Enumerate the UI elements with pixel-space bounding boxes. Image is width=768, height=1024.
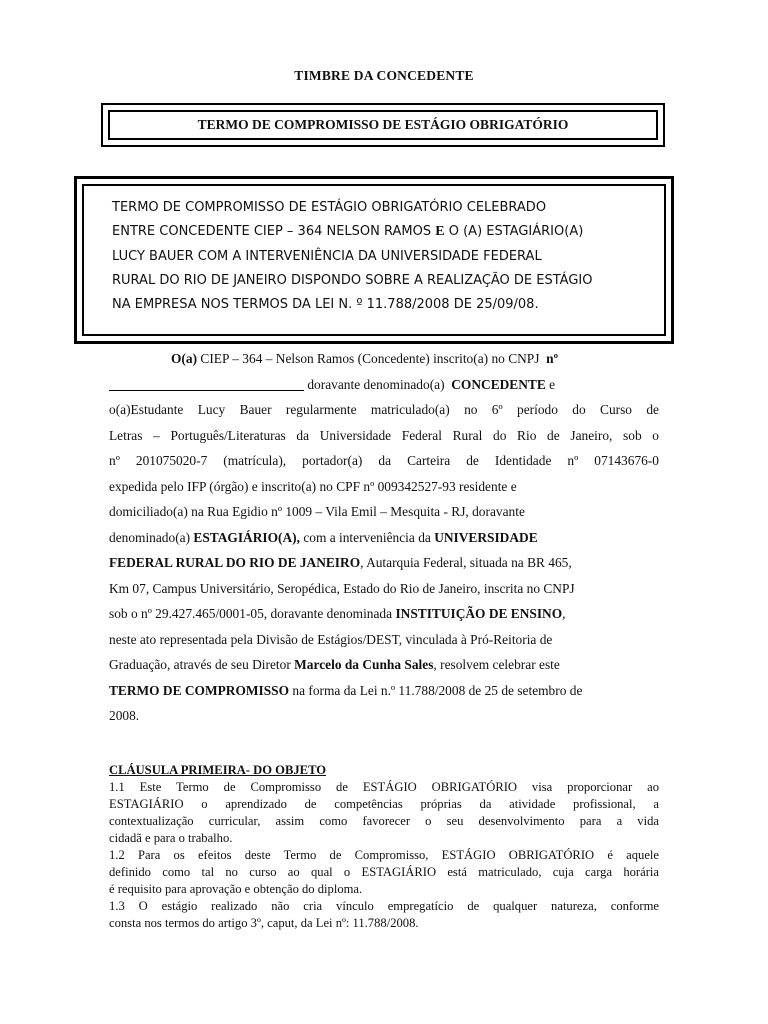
body-line: 2008. — [109, 708, 140, 723]
body-line: o(a)Estudante Lucy Bauer regularmente matriculado(a) no 6º período do Curso de — [109, 402, 659, 417]
clause-line: 1.3 O estágio realizado não cria vínculo empregatício de qualquer natureza, conforme — [109, 899, 659, 913]
clause-line: consta nos termos do artigo 3º, caput, da Lei nº: 11.788/2008. — [109, 916, 419, 930]
summary-line: TERMO DE COMPROMISSO DE ESTÁGIO OBRIGATÓRIO CELEBRADO — [112, 200, 547, 215]
body-line: O(a) CIEP – 364 – Nelson Ramos (Concedente) inscrito(a) no CNPJ nº — [171, 351, 559, 366]
body-line: sob o nº 29.427.465/0001-05, doravante denominada INSTITUIÇÃO DE ENSINO, — [109, 606, 566, 621]
clause-line: definido como tal no curso ao qual o ESTAGIÁRIO está matriculado, cuja carga horária — [109, 865, 659, 879]
clause-line: é requisito para aprovação e obtenção do diploma. — [109, 882, 363, 896]
clause-title: CLÁUSULA PRIMEIRA- DO OBJETO — [109, 763, 327, 777]
letterhead: TIMBRE DA CONCEDENTE — [294, 68, 474, 83]
body-line: expedida pelo IFP (órgão) e inscrito(a) no CPF nº 009342527-93 residente e — [109, 478, 517, 494]
summary-box — [74, 176, 674, 344]
body-line: FEDERAL RURAL DO RIO DE JANEIRO, Autarquia Federal, situada na BR 465, — [109, 555, 572, 570]
body-line: Graduação, através de seu Diretor Marcelo da Cunha Sales, resolvem celebrar este — [109, 657, 560, 672]
body-line: nº 201075020-7 (matrícula), portador(a) da Carteira de Identidade nº 07143676-0 — [109, 453, 659, 468]
body-line: denominado(a) ESTAGIÁRIO(A), com a interveniência da UNIVERSIDADE — [109, 529, 538, 545]
body-line: Km 07, Campus Universitário, Seropédica, Estado do Rio de Janeiro, inscrita no CNPJ — [109, 580, 575, 596]
summary-line: NA EMPRESA NOS TERMOS DA LEI N. º 11.788/2008 DE 25/09/08. — [112, 297, 539, 313]
summary-line: ENTRE CONCEDENTE CIEP – 364 NELSON RAMOS E O (A) ESTAGIÁRIO(A) — [112, 224, 584, 240]
body-line: domiciliado(a) na Rua Egidio nº 1009 – Vila Emil – Mesquita - RJ, doravante — [109, 504, 525, 519]
summary-conjunction: E — [435, 224, 445, 240]
agreement-body — [109, 346, 659, 729]
clause-line: ESTAGIÁRIO o aprendizado de competências próprias da atividade profissional, a — [109, 797, 659, 811]
title-box — [101, 103, 665, 147]
clause-line: 1.1 Este Termo de Compromisso de ESTÁGIO OBRIGATÓRIO visa proporcionar ao — [109, 780, 659, 794]
summary-line: LUCY BAUER COM A INTERVENIÊNCIA DA UNIVERSIDADE FEDERAL — [112, 248, 542, 264]
body-line: TERMO DE COMPROMISSO na forma da Lei n.º 11.788/2008 de 25 de setembro de — [109, 682, 583, 698]
clause-line: contextualização curricular, assim como favorecer o seu desenvolvimento para a vida — [109, 814, 659, 828]
body-line: Letras – Português/Literaturas da Universidade Federal Rural do Rio de Janeiro, sob o — [109, 427, 659, 443]
cnpj-blank-field — [109, 376, 304, 391]
clause-line: 1.2 Para os efeitos deste Termo de Compromisso, ESTÁGIO OBRIGATÓRIO é aquele — [109, 848, 659, 862]
body-line: neste ato representada pela Divisão de Estágios/DEST, vinculada à Pró-Reitoria de — [109, 631, 553, 647]
summary-text — [82, 184, 666, 336]
document-title: TERMO DE COMPROMISSO DE ESTÁGIO OBRIGATÓRIO — [108, 110, 658, 140]
clause-section — [109, 762, 659, 932]
body-line: doravante denominado(a) CONCEDENTE e — [109, 372, 659, 398]
clause-line: cidadã e para o trabalho. — [109, 831, 233, 845]
summary-line: RURAL DO RIO DE JANEIRO DISPONDO SOBRE A REALIZAÇÃO DE ESTÁGIO — [112, 272, 593, 288]
